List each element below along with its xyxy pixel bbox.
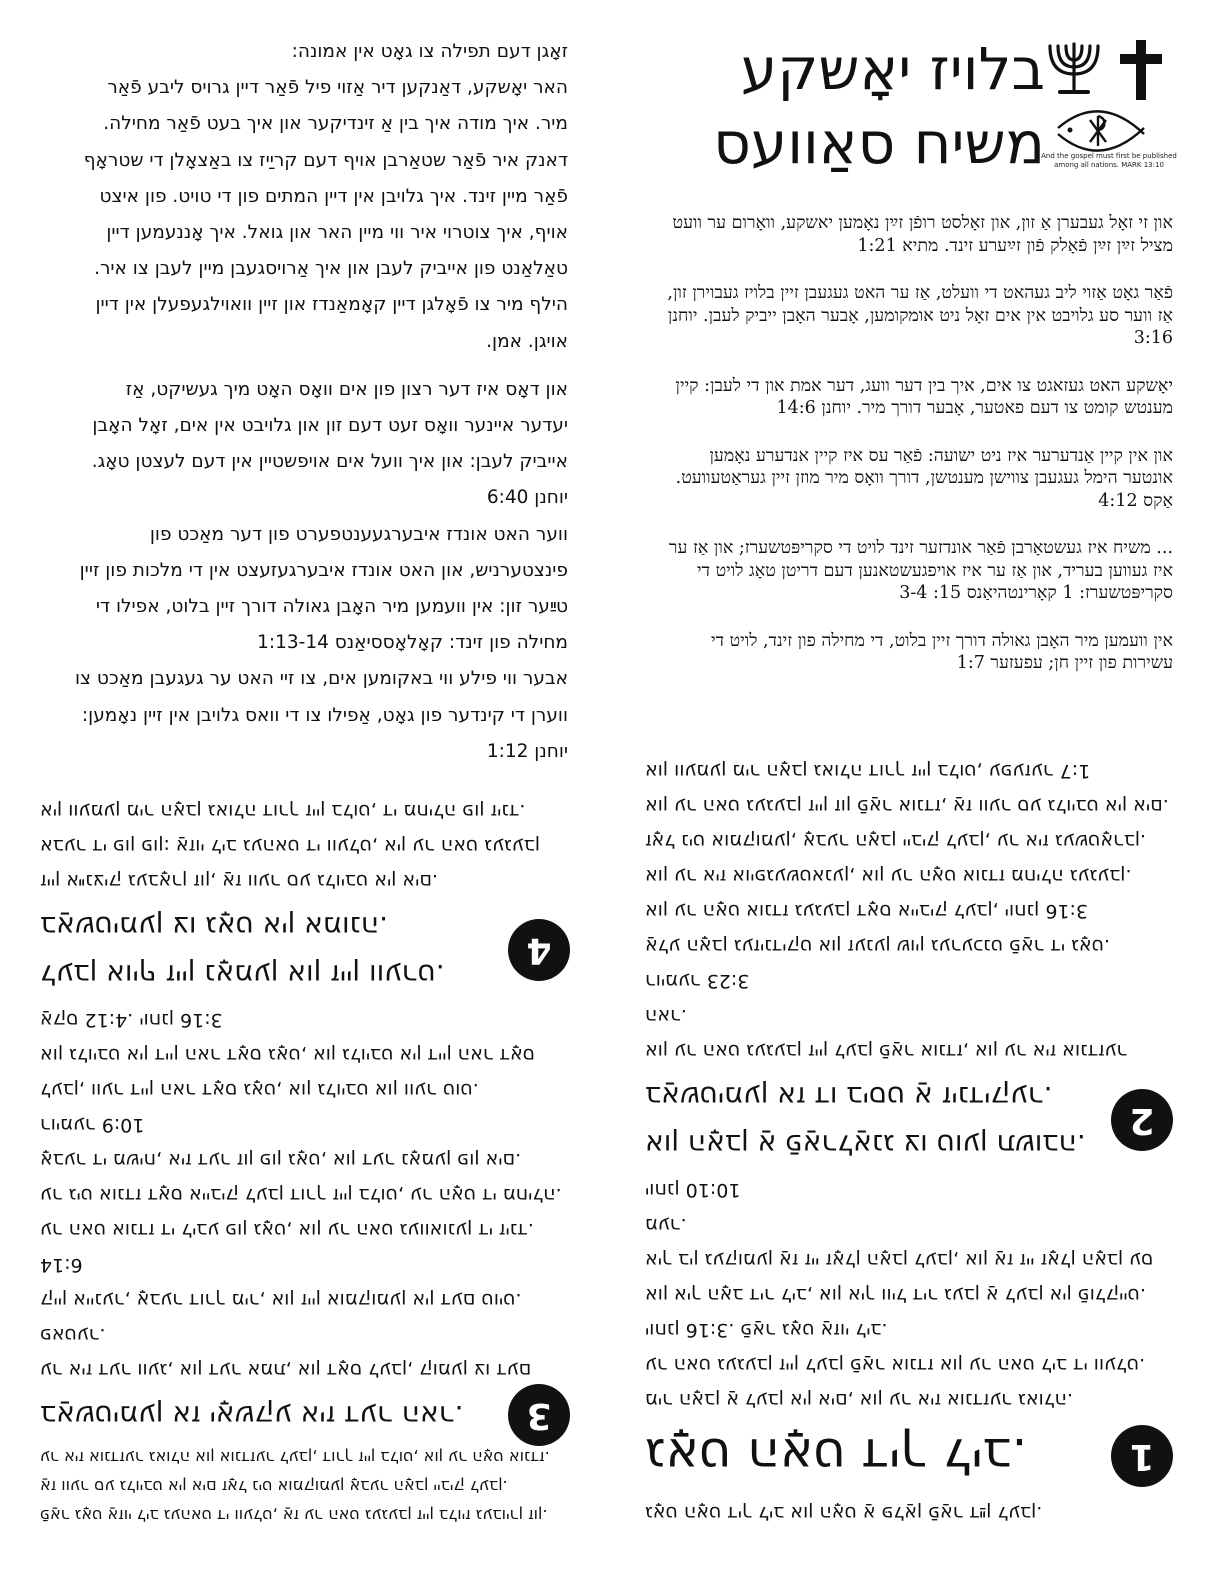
prayer-line: אויגן. אמן. [486,330,568,352]
verses-section [655,212,1173,700]
chi-rho-icon [1090,116,1106,146]
panel-line: אַז ווער סע גלויבט אין אים זאָל ניט אומקומען אָבער האָבן ייביק לעבן. [40,1477,508,1496]
step-number-badge: 2 [1111,1089,1173,1151]
panel-line: ער האט אונדז די ליבע פון גאָט, און ער האט געוואונען די זינד. [40,1219,534,1241]
step-3-title: באַשטימען אז יאָשקע איז דער האר. [40,1399,464,1432]
panel-line: אָבער די משיח, איז דער זון פון גאָט, און דער נאָמען פון אים. [40,1149,522,1171]
panel-line: און ער האט געגעבן זיין זון פֿאַר אונדז, אַז ווער סע גלויבט אין אים. [645,795,1169,817]
step-number-badge: 4 [508,919,570,981]
panel-line: יוחנן 3:16. פֿאַר גאָט אַזוי ליב. [645,1319,888,1341]
step-2-title: באַשטימען אז דו ביסט אַ זינדיקער. [645,1080,1053,1113]
step-3-heading [40,1391,570,1439]
panel-line: גאָט האָט דיך ליב און האָט אַ פּלאַן פֿאַר דײַן לעבן. [645,1502,1043,1524]
step-number-badge: 1 [1111,1425,1173,1487]
panel-line: זאָל ניט אומקומען, אָבער האָבן ייביק לעבן, ער איז געשטאָרבן. [645,830,1147,852]
step-4-heading [40,902,570,998]
verse: און זי זאָל געבערן אַ זון, און זאָלסט רופֿן זײַן נאָמען יאשקע, וואָרום ער וועט מציל זײַן זײַן פֿאָלק פֿון זײַערע זינד. מתיא 1:21 [672,213,1173,256]
panel-line: ער איז אונדזער גאולה און אונדזער לעבן, דורך זיין בלוט, און ער האָט אונדז. [40,1448,550,1467]
step-1-heading [645,1421,1173,1491]
panel-line: קיין איינער, אָבער דורך מיר, און זיין אומקומען אין דעם טויט. [40,1289,522,1311]
title-line-1: בלויז יאָשקע [740,35,1045,103]
scripture-line: פינצטערניש, און האט אונדז איבערגעזעצט אין די מלכות פון זיין [79,559,568,581]
panel-line: 6:14 [40,1254,83,1276]
scripture-line: טײַער זון: אין וועמען מיר האָבן גאולה דורך זיין בלוט, אפילו די [95,596,568,618]
tagline: And the gospel must first be published among all nations. MARK 13:10 [1041,152,1177,169]
verse: און אין קיין אַנדערער איז ניט ישועה: פֿאַר עס איז קיין אנדערע נאָמען אונטער הימל געגעבן צווישן מענטשן, דורך וואָס מיר מוזן זיין געראַטעוועט. אַקס 4:12 [675,445,1173,511]
panel-line: און גלויבט אין דיין האר דאָס גאָט, און גלויבט אין דיין האר דאָס [40,1044,536,1066]
menorah-icon [1050,44,1098,92]
panel-line: ער איז דער וועג, און דער אמת, און דאָס לעבן, קומען צו דעם פאטער. [40,1324,532,1381]
panel-line: מיר האָבן אַ לעבן אין אים, און ער איז אונדזער גאולה. [645,1389,1074,1411]
panel-line: אַלע האָבן געזינדיקט און זענען שוין גערעכנט פֿאַר די גאָט. [645,935,1110,957]
panel-line: און ער איז אויפגעשטאנען, און ער האָט אונדז מחילה געגעבן. [645,865,1132,887]
step-4-title: לעבן אויף זיין נאָמען און זיין ווערט. [40,958,445,991]
prayer-line: פֿאַר מיין זינד. איך גלויבן אין דיין המתים פון די טויט. פון איצט [99,185,568,207]
panel-line: פֿאַר גאָט אַזוי ליב געהאט די וועלט, אַז ער האט געגעבן זיין בלויז געבוירן זון. [40,1506,548,1525]
prayer-section [40,34,568,770]
verse: פֿאַר גאָט אַזוי ליב געהאט די וועלט, אַז ער האט געגעבן זיין בלויז געבוירן זון, אַז ווער סע גלויבט אין אים זאָל ניט אומקומען, אָבער האָבן ייביק לעבן. יוחנן 3:16 [667,283,1173,348]
scripture-line: אייביק לעבן: און איך וועל אים אויפשטיין אין דעם לעצטן טאָג. [91,451,568,473]
prayer-line: הילף מיר צו פֿאָלגן דיין קאָמאַנדז און זיין וואוילגעפעלן אין דיין [95,294,568,316]
panel-line: און איך האָב דיר ליב, און איך וויל דיר געבן אַ לעבן אין פֿולקייט. [645,1284,1146,1306]
verse: אין וועמען מיר האָבן גאולה דורך זיין בלוט, די מחילה פון זינד, לויט די עשירות פון זיין חן; עפעזער 1:7 [711,630,1173,673]
steps-panel-left [40,800,570,1530]
prayer-line: דאנק איר פֿאַר שטאַרבן אויף דעם קריַיז צו באַצאָלן די שטראָף [83,149,568,171]
scripture-reference: יוחנן 6:40 [486,487,568,509]
prayer-line: טאַלאַנט פון אייביק לעבן און איך אַרויסגעבן מיין לעבן צו איר. [94,258,568,280]
step-number-badge: 3 [508,1384,570,1446]
panel-line: און וועמען מיר האָבן גאולה דורך זיין בלוט, עפעזער 1:7 [645,760,1091,782]
panel-line: און ער האט געגעבן זיין לעבן פֿאַר אונדז, און ער איז אונדזער האר. [645,1005,1128,1062]
scripture-line: ווער האט אונדז איבערגעענטפערט פון דער מאַכט פון [149,523,568,545]
cross-icon [1120,40,1162,100]
verse: ... משיח איז געשטאָרבן פֿאַר אונדזער זינד לויט די סקריפּטשערז; און אַז ער איז געווען בעריד, און אַז ער איז אויפגעשטאנען דעם דריטן טאָג לויט די סקריפּטשערז: 1 קאָרינטהיאַנס 15: 3-4 [668,538,1173,603]
scripture-reference: מחילה פון זינד: קאָלאָססיאַנס 1:13-14 [257,632,568,654]
verse: יאָשקע האט געזאגט צו אים, איך בין דער וועג, דער אמת און די לעבן: קיין מענטש קומט צו דעם פאטער, אָבער דורך מיר. יוחנן 14:6 [675,375,1173,418]
panel-line: אבער די פון פון: אַזוי ליב געהאט די וועלט, אין ער האט געגעבן [40,835,540,857]
step-4-title: באַשטימען צו גאָט אין אמונה. [40,910,388,943]
prayer-line: האר יאָשקע, דאַנקען דיר אַזוי פיל פֿאַר דיין גרויס ליבע פֿאַר [107,77,568,99]
step-1-title: גאָט האָט דיך ליב. [645,1427,1028,1485]
page-title [690,32,1045,180]
scripture-line: יעדער איינער וואָס זעט דעם זון און גלויבט אין אים, זאָל האָבן [92,415,568,437]
panel-line: רוימער 10:9 [40,1114,145,1136]
panel-line: לעבן, ווער דיין האר דאָס גאָט, און גלויבט און ווער טוט. [40,1079,479,1101]
panel-line: און ער האָט אונדז געגעבן דאָס אייביק לעבן, יוחנן 3:16 [645,900,1089,922]
panel-line: רוימער 3:23 [645,970,750,992]
panel-line: ער גיט אונדז דאָס אייביק לעבן דורך זיין בלוט, ער האָט די מחילה. [40,1184,562,1206]
prayer-line: מיר. איך מודה איך בין אַ זינדיקער און איך בעט פֿאַר מחילה. [103,113,568,135]
scripture-line: אבער ווי פילע ווי באקומען אים, צו זיי האט ער געגעבן מאַכט צו [75,668,568,690]
title-line-2: משיח סאַוועס [713,109,1045,177]
scripture-line: ווערן די קינדער פון גאָט, אַפילו צו די וואס גלויבן אין זיין נאָמען: [81,704,568,726]
panel-line: איך בין געקומען אַז זיי זאָלן האָבן לעבן, און אַז זיי זאָלן האָבן עס מער. [645,1214,1154,1271]
panel-line: זיין אײנציק געבאָרן זון, אַז ווער סע גלויבט אין אים. [40,870,439,892]
panel-line: אַקס 4:12. יוחנן 3:16 [40,1009,223,1031]
steps-panel-right [645,760,1173,1530]
step-2-title: און האָבן אַ פֿאַרלאַנג צו טוען תשובה. [645,1128,1086,1161]
panel-line: יוחנן 10:10 [645,1179,741,1201]
panel-line: ער האט געגעבן זיין לעבן פֿאַר אונדז און ער האט ליב די וועלט. [645,1354,1146,1376]
scripture-reference: יוחנן 1:12 [486,740,568,762]
prayer-line: אויף, איך צוטרוי איר ווי מיין האר און גואל. איך אָננעמען דיין [106,222,568,244]
prayer-heading: זאָגן דעם תפילה צו גאָט אין אמונה: [291,41,568,62]
panel-line: אין וועמען מיר האָבן גאולה דורך זיין בלוט, די מחילה פון זינד. [40,800,526,822]
step-2-heading [645,1072,1173,1168]
scripture-line: און דאָס איז דער רצון פון אים וואָס האָט מיך געשיקט, אַז [125,378,568,400]
